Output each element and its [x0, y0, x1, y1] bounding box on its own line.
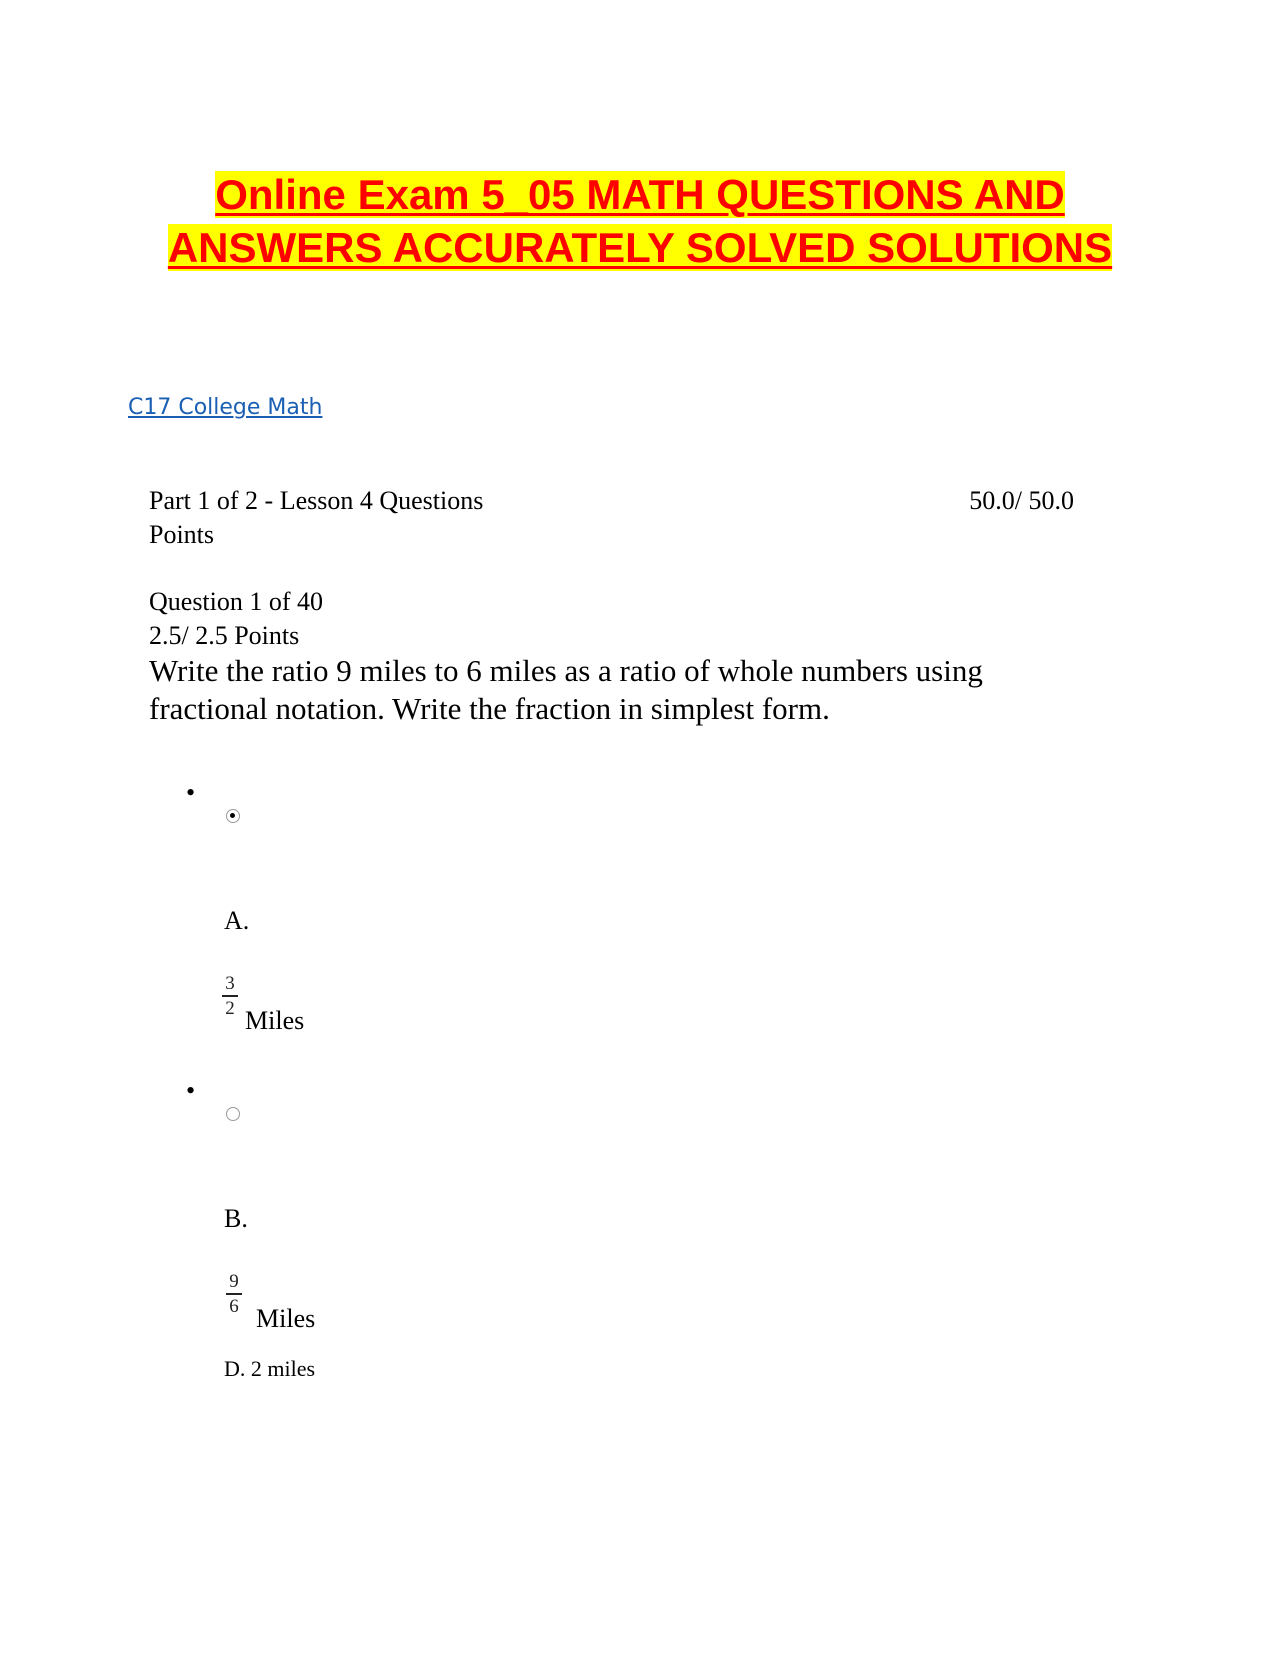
part-label: Part 1 of 2 - Lesson 4 Questions	[149, 486, 484, 515]
option-a-fraction	[222, 974, 238, 1018]
question-text: Write the ratio 9 miles to 6 miles as a ratio of whole numbers using fractional notation. Write the fraction in simplest form.	[149, 653, 983, 726]
option-a-radio[interactable]	[226, 809, 240, 823]
fraction-bar	[226, 1293, 242, 1295]
option-b-fraction	[226, 1272, 242, 1316]
question-number: Question 1 of 40	[149, 587, 324, 616]
part-header	[149, 486, 1074, 516]
option-b-unit: Miles	[256, 1304, 316, 1333]
option-b-denominator: 6	[229, 1295, 239, 1317]
option-a-unit: Miles	[245, 1006, 305, 1035]
option-a-denominator: 2	[225, 997, 235, 1019]
document-title-block	[150, 168, 1130, 274]
course-link[interactable]: C17 College Math	[128, 395, 323, 420]
option-b-letter: B.	[224, 1204, 248, 1233]
option-a-letter: A.	[224, 906, 250, 935]
option-b-radio[interactable]	[226, 1107, 240, 1121]
part-score: 50.0/ 50.0	[969, 486, 1074, 515]
fraction-bar	[222, 995, 238, 997]
option-b-numerator: 9	[229, 1271, 239, 1292]
part-points-label: Points	[149, 520, 215, 549]
option-b-bullet: •	[186, 1076, 196, 1105]
document-title: Online Exam 5_05 MATH QUESTIONS AND ANSWERS ACCURATELY SOLVED SOLUTIONS	[167, 171, 1113, 271]
option-a-numerator: 3	[225, 973, 235, 994]
option-a-bullet: •	[186, 778, 196, 807]
question-points: 2.5/ 2.5 Points	[149, 621, 300, 650]
option-d: D. 2 miles	[224, 1356, 316, 1381]
